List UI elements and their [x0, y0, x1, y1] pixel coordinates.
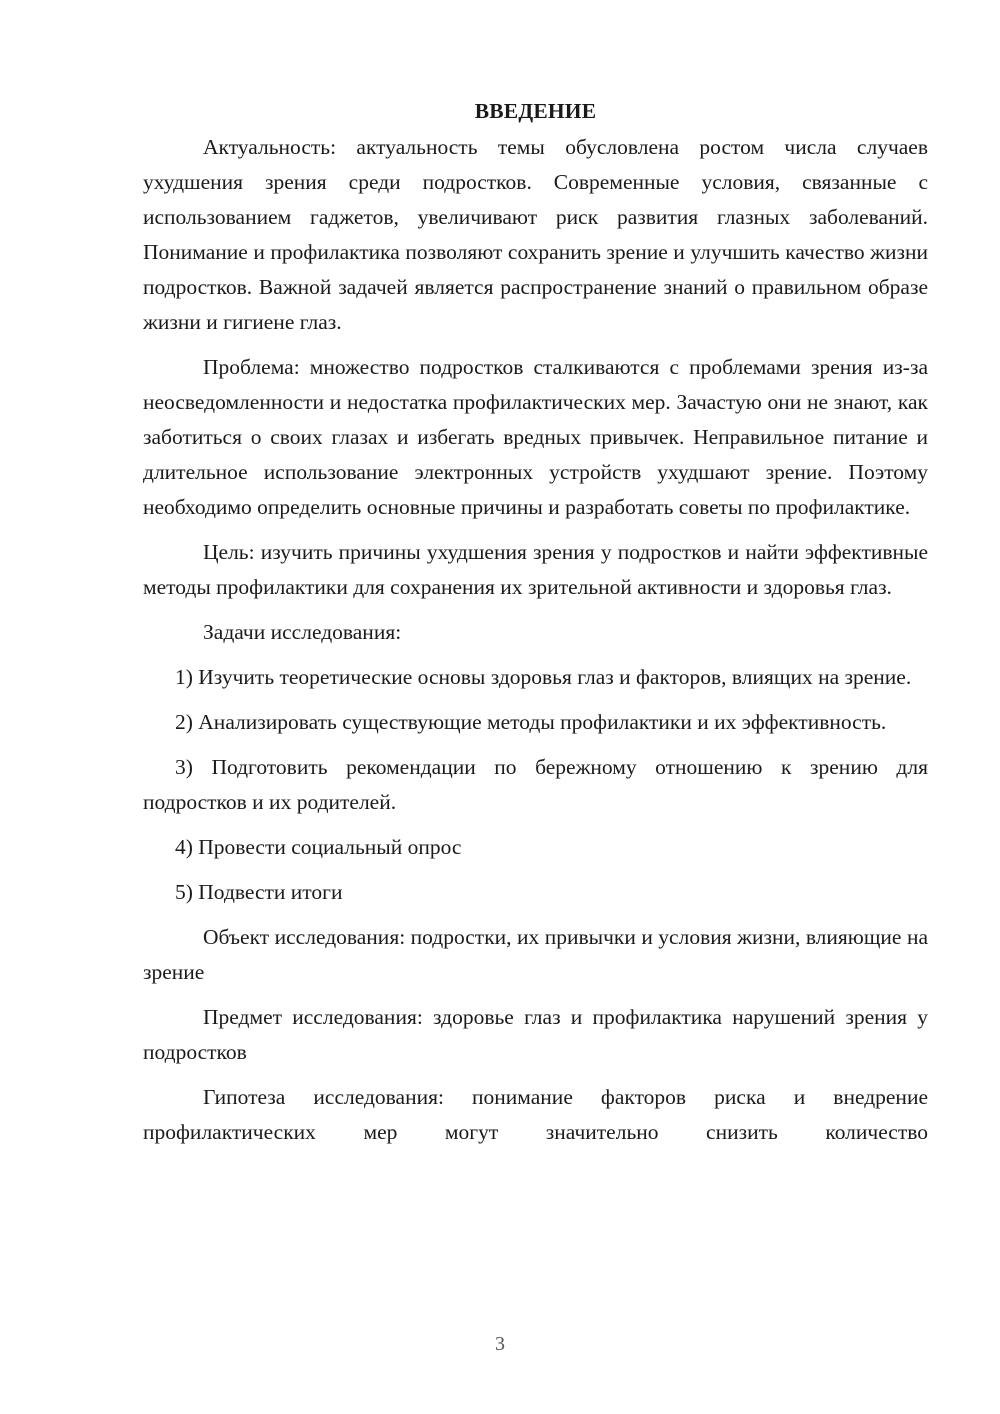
paragraph-goal: Цель: изучить причины ухудшения зрения у подростков и найти эффективные методы профилактики для сохранения их зрительной активности и здоровья глаз.	[143, 540, 928, 599]
page-number: 3	[495, 1333, 505, 1355]
paragraph-object: Объект исследования: подростки, их привычки и условия жизни, влияющие на зрение	[143, 925, 928, 984]
paragraph-relevance: Актуальность: актуальность темы обусловлена ростом числа случаев ухудшения зрения среди подростков. Современные условия, связанные с использованием гаджетов, увеличивают риск развития глазных заболеваний. Понимание и профилактика позволяют сохранить зрение и улучшить качество жизни подростков. Важной задачей является распространение знаний о правильном образе жизни и гигиене глаз.	[143, 135, 928, 334]
task-item-5: 5) Подвести итоги	[175, 880, 343, 904]
paragraph-problem: Проблема: множество подростков сталкиваются с проблемами зрения из-за неосведомленности и недостатка профилактических мер. Зачастую они не знают, как заботиться о своих глазах и избегать вредных привычек. Неправильное питание и длительное использование электронных устройств ухудшают зрение. Поэтому необходимо определить основные причины и разработать советы по профилактике.	[143, 355, 928, 519]
tasks-heading: Задачи исследования:	[203, 620, 402, 644]
task-item-2: 2) Анализировать существующие методы профилактики и их эффективность.	[175, 710, 887, 734]
task-item-4: 4) Провести социальный опрос	[175, 835, 462, 859]
task-item-1: 1) Изучить теоретические основы здоровья глаз и факторов, влиящих на зрение.	[175, 665, 912, 689]
paragraph-subject: Предмет исследования: здоровье глаз и профилактика нарушений зрения у подростков	[143, 1005, 928, 1064]
paragraph-hypothesis: Гипотеза исследования: понимание факторов риска и внедрение профилактических мер могут значительно снизить количество	[143, 1085, 928, 1144]
task-item-3: 3) Подготовить рекомендации по бережному отношению к зрению для подростков и их родителей.	[143, 755, 928, 814]
page-content	[143, 96, 928, 1160]
page-title: ВВЕДЕНИЕ	[474, 99, 597, 123]
